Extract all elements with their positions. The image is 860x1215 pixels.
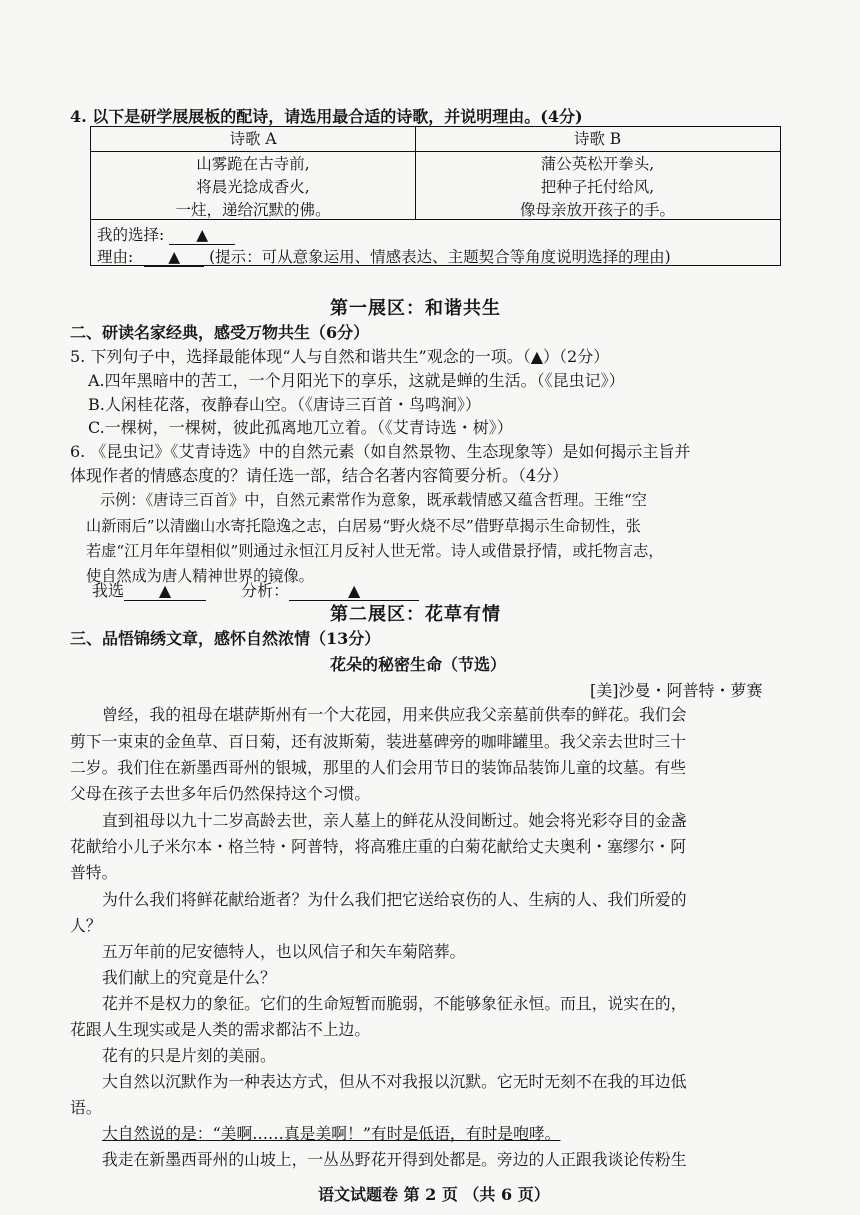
article-title: 花朵的秘密生命（节选） [330,655,507,674]
poem-b-header: 诗歌 B [573,130,622,148]
article-line: 人？ [70,916,102,935]
poem-a-body [91,153,415,222]
q6-answer-row [92,578,419,601]
article-line: 语。 [70,1098,102,1117]
choose-answer-blank[interactable] [124,581,206,601]
blank-triangle: ▲ [158,581,172,600]
article-line: 曾经，我的祖母在堪萨斯州有一个大花园，用来供应我父亲墓前供奉的鲜花。我们会 [102,705,687,724]
blank-triangle: ▲ [168,248,181,266]
blank-triangle: ▲ [196,226,209,244]
choose-label: 我选 [92,581,125,600]
article-author: [美]沙曼・阿普特・萝赛 [590,681,763,700]
reason-row [97,245,671,267]
poem-a-line: 一炷，递给沉默的佛。 [175,201,331,219]
article-line: 花并不是权力的象征。它们的生命短暂而脆弱，不能够象征永恒。而且，说实在的， [102,994,687,1013]
article-line: 二岁。我们住在新墨西哥州的银城，那里的人们会用节日的装饰品装饰儿童的坟墓。有些 [70,758,687,777]
article-line: 直到祖母以九十二岁高龄去世，亲人墓上的鲜花从没间断过。她会将光彩夺目的金盏 [102,811,687,830]
poem-b-line: 把种子托付给风, [540,178,655,196]
q5-stem: 5. 下列句子中，选择最能体现“人与自然和谐共生”观念的一项。（▲）（2分） [70,347,610,366]
q5-option-c: C.一棵树，一棵树，彼此孤离地兀立着。（《艾青诗选・树》） [88,418,513,437]
choice-answer-blank[interactable] [169,226,235,245]
page-footer: 语文试题卷 第 2 页 （共 6 页） [318,1185,550,1204]
article-line: 花献给小儿子米尔本・格兰特・阿普特，将高雅庄重的白菊花献给丈夫奥利・塞缪尔・阿 [70,837,687,856]
reason-hint: (提示：可从意象运用、情感表达、主题契合等角度说明选择的理由) [209,248,671,266]
poem-a-line: 山雾跪在古寺前, [196,155,310,173]
q6-example-line: 若虚“江月年年望相似”则通过永恒江月反衬人世无常。诗人或借景抒情，或托物言志， [86,542,664,560]
poem-b-line: 蒲公英松开拳头, [540,155,655,173]
zone1-section: 二、研读名家经典，感受万物共生（6分） [70,323,370,342]
article-line: 为什么我们将鲜花献给逝者？为什么我们把它送给哀伤的人、生病的人、我们所爱的 [102,890,687,909]
poem-a-header: 诗歌 A [229,130,277,148]
blank-triangle: ▲ [347,581,361,600]
q5-option-a: A.四年黑暗中的苦工，一个月阳光下的享乐，这就是蝉的生活。（《昆虫记》） [88,371,625,390]
choice-label: 我的选择: [97,226,165,244]
article-line: 大自然以沉默作为一种表达方式，但从不对我报以沉默。它无时无刻不在我的耳边低 [102,1072,687,1091]
article-line: 五万年前的尼安德特人，也以风信子和矢车菊陪葬。 [102,942,466,961]
poem-b-line: 像母亲放开孩子的手。 [519,201,675,219]
poem-table [90,126,781,266]
choice-row [97,223,235,245]
poem-b-body [415,153,780,222]
q6-line2: 体现作者的情感态度的？请任选一部，结合名著内容简要分析。（4分） [70,466,569,485]
poem-a-line: 将晨光捻成香火, [196,178,310,196]
article-line: 花有的只是片刻的美丽。 [102,1046,276,1065]
q6-example-line: 使自然成为唐人精神世界的镜像。 [86,567,314,585]
zone2-section: 三、品悟锦绣文章，感怀自然浓情（13分） [70,629,381,648]
q6-example-line: 示例：《唐诗三百首》中，自然元素常作为意象，既承载情感又蕴含哲理。王维“空 [100,491,647,509]
article-line: 我走在新墨西哥州的山坡上，一丛丛野花开得到处都是。旁边的人正跟我谈论传粉生 [102,1150,687,1169]
q4-stem: 4. 以下是研学展展板的配诗，请选用最合适的诗歌，并说明理由。(4分) [70,107,583,126]
q6-line1: 6. 《昆虫记》《艾青诗选》中的自然元素（如自然景物、生态现象等）是如何揭示主旨并 [70,442,691,461]
article-line: 我们献上的究竟是什么？ [102,968,276,987]
q6-example-line: 山新雨后”以清幽山水寄托隐逸之志，白居易“野火烧不尽”借野草揭示生命韧性，张 [86,517,641,535]
article-line: 父母在孩子去世多年后仍然保持这个习惯。 [70,784,371,803]
analysis-label: 分析： [241,581,290,600]
q5-option-b: B.人闲桂花落，夜静春山空。（《唐诗三百首・鸟鸣涧》） [88,395,481,414]
zone2-title: 第二展区：花草有情 [330,604,501,625]
reason-answer-blank[interactable] [144,248,204,267]
article-line: 花跟人生现实或是人类的需求都沾不上边。 [70,1020,371,1039]
article-line: 剪下一束束的金鱼草、百日菊，还有波斯菊，装进墓碑旁的咖啡罐里。我父亲去世时三十 [70,732,687,751]
reason-label: 理由: [97,248,134,266]
article-line-underlined: 大自然说的是：“美啊……真是美啊！”有时是低语，有时是咆哮。 [102,1124,561,1143]
article-line: 普特。 [70,863,118,882]
zone1-title: 第一展区：和谐共生 [330,298,501,319]
analysis-answer-blank[interactable] [289,581,419,601]
table-header-line [91,151,780,152]
